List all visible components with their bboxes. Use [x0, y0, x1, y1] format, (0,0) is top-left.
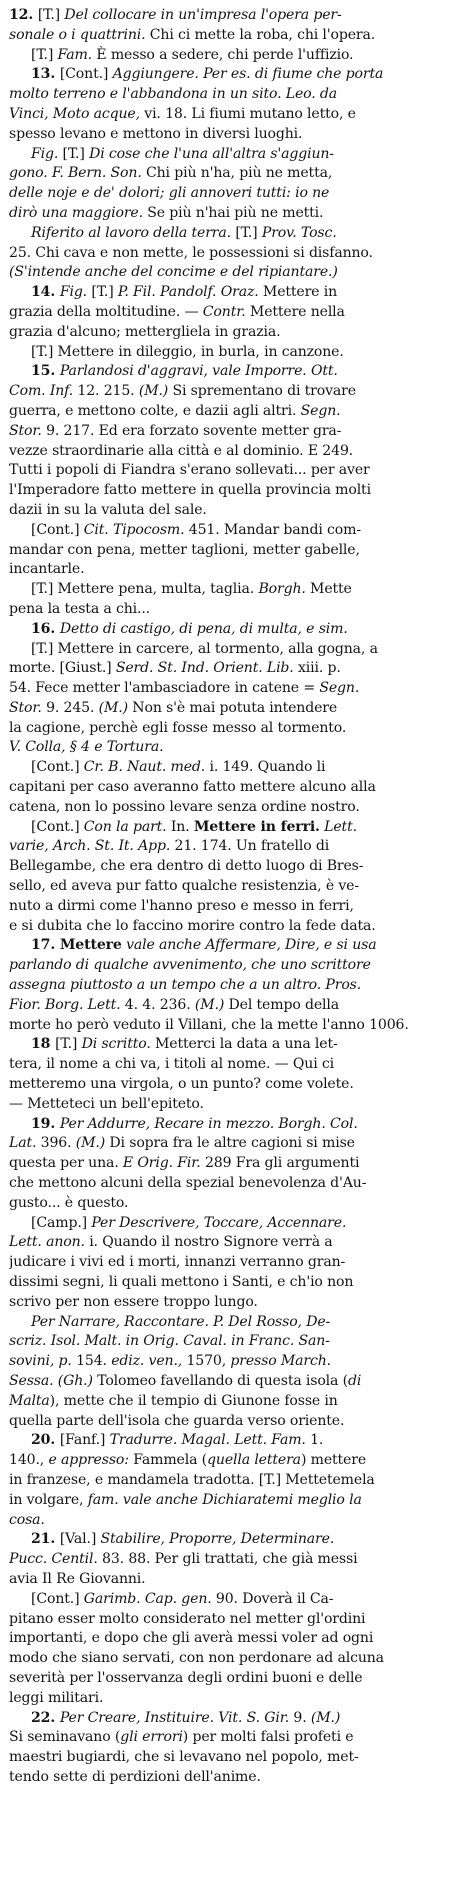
text-run: Bellegambe, che era dentro di detto luogo di Bres- — [9, 858, 364, 875]
text-run: vale anche Affermare, Dire, e si usa — [121, 937, 377, 954]
text-line — [9, 1372, 460, 1392]
text-line — [9, 145, 460, 165]
text-run: È messo a sedere, chi perde l'uffizio. — [92, 46, 354, 63]
text-line — [9, 1669, 460, 1689]
text-run: fam. vale anche Dichiaratemi meglio la — [87, 1491, 362, 1508]
text-run: 17. — [31, 937, 60, 954]
text-run: Segn. — [319, 680, 360, 697]
text-run: 12. 215. — [73, 383, 139, 400]
text-run: Stabilire, Proporre, Determinare. — [100, 1531, 335, 1548]
text-run: Non s'è mai potuta intendere — [127, 699, 338, 716]
text-run: tera, il nome a chi va, i titoli al nome. — Qui ci — [9, 1056, 335, 1073]
text-run: molto terreno e l'abbandona in un sito. Leo. da — [9, 86, 338, 103]
text-run: catena, non lo possino levare senza ordine nostro. — [9, 798, 360, 815]
text-run: e appresso: — [48, 1452, 129, 1469]
text-run: Stor. — [9, 422, 42, 439]
text-run: morte ho però veduto il Villani, che la mette l'anno 1006. — [9, 1016, 409, 1033]
text-run: 451. Mandar bandi com- — [184, 521, 361, 538]
text-run: 19. — [31, 1115, 60, 1132]
text-line — [9, 1550, 460, 1570]
text-run: Con la part. — [83, 818, 167, 835]
text-line — [9, 521, 460, 541]
text-run: questa per una. — [9, 1155, 123, 1172]
text-line — [9, 857, 460, 877]
text-run: che mettono alcuni della spezial benevolenza d'Au- — [9, 1175, 367, 1192]
text-run: Tutti i popoli di Fiandra s'erano sollevati... per aver — [9, 462, 370, 479]
text-run: spesso levano e mettono in diversi luoghi. — [9, 125, 303, 142]
text-line — [9, 1431, 460, 1451]
text-line — [9, 481, 460, 501]
text-run: dissimi segni, li quali mettono i Santi, e ch'io non — [9, 1274, 354, 1290]
text-run: (M.) — [138, 383, 169, 400]
text-run: P. Fil. Pandolf. Oraz. — [117, 284, 259, 301]
text-run: 9. 217. Ed era forzato sovente metter gra- — [41, 422, 342, 439]
text-run: Riferito al lavoro della terra. — [31, 224, 231, 241]
text-line — [9, 1610, 460, 1630]
text-line — [9, 659, 460, 679]
text-run: presso March. — [230, 1353, 332, 1370]
text-run: [T.] — [87, 284, 118, 301]
text-run: nuto a dirmi come l'hanno preso e messo in ferri, — [9, 897, 354, 914]
text-run: Fior. Borg. Lett. — [9, 996, 121, 1013]
text-run: Borgh. — [258, 581, 306, 598]
text-run: Fig. — [59, 284, 88, 301]
text-run: E Orig. Fir. — [122, 1155, 201, 1172]
text-run: Mettere in — [258, 284, 337, 301]
text-run: Si sprementano di trovare — [168, 383, 356, 400]
text-line — [9, 263, 460, 283]
text-line — [9, 1154, 460, 1174]
text-run: incantarle. — [9, 561, 85, 578]
text-line — [9, 1293, 460, 1313]
text-line — [9, 541, 460, 561]
text-run: Si seminavano ( — [9, 1729, 121, 1746]
text-line — [9, 303, 460, 323]
text-line — [9, 1728, 460, 1748]
text-line — [9, 105, 460, 125]
text-run: pitano esser molto considerato nel metter gl'ordini — [9, 1610, 366, 1627]
text-run: ), mette che il tempio di Giunone fosse in — [49, 1392, 338, 1409]
text-run: Di cose che l'una all'altra s'aggiun- — [89, 145, 334, 162]
text-run: tendo sette di perdizioni dell'anime. — [9, 1768, 261, 1785]
text-run: 9. 245. — [41, 699, 99, 716]
text-run: e si dubita che lo faccino morire contro la fede data. — [9, 917, 376, 934]
text-run: varie, Arch. St. It. App. — [9, 838, 171, 855]
text-run: morte. [Giust.] — [9, 660, 116, 677]
text-run: 15. — [31, 363, 60, 380]
text-line — [9, 778, 460, 798]
text-run: Contr. — [202, 303, 246, 320]
text-line — [9, 343, 460, 363]
text-run: avia Il Re Giovanni. — [9, 1570, 146, 1587]
text-line — [9, 620, 460, 640]
text-run: capitani per caso averanno fatto mettere alcuno alla — [9, 779, 376, 796]
text-run: Garimb. Cap. gen. — [83, 1590, 212, 1607]
text-run: Aggiungere. Per es. di fiume che porta — [112, 66, 384, 83]
text-run: metteremo una virgola, o un punto? come volete. — [9, 1076, 354, 1093]
text-run: sovini, p. — [9, 1353, 72, 1370]
text-run: 1570, — [182, 1353, 231, 1370]
text-run: Mettere in ferri. — [193, 818, 320, 835]
text-run: 12. — [9, 7, 38, 23]
text-line — [9, 1174, 460, 1194]
text-run: [Val.] — [59, 1531, 101, 1548]
text-run: 13. — [31, 66, 60, 83]
text-run: Fig. — [31, 145, 59, 162]
text-run: 21. — [31, 1531, 60, 1548]
text-run: 396. — [36, 1135, 76, 1152]
text-run: 54. Fece metter l'ambasciadore in catene = — [9, 680, 320, 697]
text-run: importanti, e dopo che gli averà messi voler ad ogni — [9, 1630, 374, 1647]
text-line — [9, 877, 460, 897]
text-line — [9, 283, 460, 303]
text-run: l'Imperadore fatto mettere in quella provincia molti — [9, 482, 371, 499]
text-run: in franzese, e mandamela tradotta. [T.] Mettetemela — [9, 1471, 375, 1488]
text-line — [9, 125, 460, 145]
text-run: dirò una maggiore. — [9, 204, 143, 221]
text-run: modo che siano servati, con non perdonare ad alcuna — [9, 1650, 384, 1667]
text-run: vezze straordinarie alla città e al dominio. E 249. — [9, 442, 354, 459]
text-run: Metterci la data a una let- — [150, 1036, 338, 1053]
text-run: Di scritto. — [81, 1036, 151, 1053]
text-line — [9, 1253, 460, 1273]
text-run: dazii in su la valuta del sale. — [9, 501, 207, 518]
text-run: grazia della moltitudine. — — [9, 303, 203, 320]
text-line — [9, 1570, 460, 1590]
text-run: i. 149. Quando li — [205, 759, 326, 776]
text-run: [T.] Mettere in carcere, al tormento, alla gogna, a — [31, 640, 378, 657]
text-run: 9. — [289, 1709, 311, 1726]
text-run: [T.] — [37, 7, 65, 23]
text-line — [9, 738, 460, 758]
text-run: maestri bugiardi, che si levavano nel popolo, met- — [9, 1749, 359, 1766]
text-run: 22. — [31, 1709, 60, 1726]
text-run: leggi militari. — [9, 1689, 104, 1706]
text-line — [9, 1332, 460, 1352]
text-run: Fam. — [57, 46, 93, 63]
text-run: vi. 18. Li fiumi mutano letto, e — [139, 105, 356, 122]
text-run: Vinci, Moto acque, — [9, 105, 140, 122]
text-line — [9, 6, 460, 26]
text-line — [9, 1590, 460, 1610]
text-run: Stor. — [9, 699, 42, 716]
text-run: ) per molti falsi profeti e — [182, 1729, 354, 1746]
text-run: Com. Inf. — [9, 383, 74, 400]
text-line — [9, 818, 460, 838]
text-run: Per Creare, Instituire. Vit. S. Gir. — [59, 1709, 290, 1726]
text-run: gli errori — [120, 1729, 183, 1746]
text-line — [9, 422, 460, 442]
text-run: [T.] — [55, 1036, 82, 1053]
text-line — [9, 798, 460, 818]
text-run: delle noje e de' dolori; gli annoveri tutti: io ne — [9, 185, 330, 202]
text-run: [Cont.] — [31, 521, 84, 538]
text-run: Se più n'hai più ne metti. — [142, 204, 324, 221]
text-run: assegna piuttosto a un tempo che a un altro. Pros. — [9, 977, 362, 994]
text-run: quella parte dell'isola che guarda verso oriente. — [9, 1412, 345, 1429]
text-run: [Cont.] — [31, 818, 84, 835]
text-run: In. — [166, 818, 194, 835]
text-run: 4. 4. 236. — [120, 996, 195, 1013]
text-run: [Cont.] — [59, 66, 113, 83]
text-line — [9, 442, 460, 462]
text-run: in volgare, — [9, 1491, 88, 1508]
text-run: (M.) — [98, 699, 128, 716]
text-run: sello, ed aveva pur fatto qualche resistenzia, è ve- — [9, 878, 359, 895]
text-run: Di sopra fra le altre cagioni si mise — [105, 1135, 355, 1152]
text-line — [9, 976, 460, 996]
text-line — [9, 402, 460, 422]
text-line — [9, 1511, 460, 1531]
text-run: pena la testa a chi... — [9, 600, 150, 617]
text-line — [9, 936, 460, 956]
text-run: Tolomeo favellando di questa isola ( — [92, 1372, 348, 1389]
text-line — [9, 244, 460, 264]
text-line — [9, 1530, 460, 1550]
text-line — [9, 1273, 460, 1293]
text-run: 83. 88. Per gli trattati, che già messi — [97, 1551, 358, 1568]
text-run: V. Colla, § 4 e Tortura. — [9, 739, 164, 756]
text-line — [9, 1134, 460, 1154]
text-line — [9, 1055, 460, 1075]
text-run: scrivo per non essere troppo lungo. — [9, 1293, 258, 1310]
text-run: Cr. B. Naut. med. — [83, 759, 206, 776]
text-line — [9, 1491, 460, 1511]
text-run: Mettere — [59, 937, 122, 954]
text-run: (M.) — [310, 1709, 341, 1726]
text-line — [9, 224, 460, 244]
text-run: (M.) — [194, 996, 225, 1013]
text-line — [9, 640, 460, 660]
text-run: quella lettera — [207, 1452, 301, 1469]
text-line — [9, 362, 460, 382]
text-run: Mettere nella — [245, 303, 345, 320]
text-run: ) mettere — [300, 1452, 367, 1469]
text-line — [9, 996, 460, 1016]
text-run: 154. — [71, 1353, 112, 1370]
text-run: sonale o i quattrini. — [9, 26, 146, 43]
text-line — [9, 1194, 460, 1214]
text-run: 289 Fra gli argumenti — [200, 1155, 360, 1172]
text-line — [9, 1352, 460, 1372]
text-run: [Cont.] — [31, 1590, 84, 1607]
text-line — [9, 323, 460, 343]
text-run: ediz. ven., — [111, 1353, 183, 1370]
text-line — [9, 956, 460, 976]
text-run: Fammela ( — [128, 1452, 208, 1469]
text-run: Per Addurre, Recare in mezzo. Borgh. Col. — [59, 1115, 358, 1132]
text-line — [9, 164, 460, 184]
text-run: [Cont.] — [31, 759, 84, 776]
text-line — [9, 1115, 460, 1135]
text-line — [9, 719, 460, 739]
text-line — [9, 65, 460, 85]
text-run: Segn. — [300, 402, 341, 419]
text-run: [T.] Mettere in dileggio, in burla, in canzone. — [31, 343, 344, 360]
text-line — [9, 26, 460, 46]
text-run: judicare i vivi ed i morti, innanzi verranno gran- — [9, 1254, 346, 1271]
text-line — [9, 1649, 460, 1669]
text-line — [9, 837, 460, 857]
text-line — [9, 1214, 460, 1234]
text-run: Pucc. Centil. — [9, 1551, 98, 1568]
text-run: Del tempo della — [224, 996, 340, 1013]
text-line — [9, 1016, 460, 1036]
text-line — [9, 1768, 460, 1788]
text-run: Sessa. (Gh.) — [9, 1372, 93, 1389]
text-run: Detto di castigo, di pena, di multa, e sim. — [59, 620, 348, 637]
text-run: scriz. Isol. Malt. in Orig. Caval. in Franc. San- — [9, 1333, 330, 1350]
text-run: Malta — [9, 1392, 50, 1409]
text-run: Per Descrivere, Toccare, Accennare. — [91, 1214, 347, 1231]
text-line — [9, 85, 460, 105]
text-run: 20. — [31, 1432, 60, 1449]
text-line — [9, 699, 460, 719]
text-run: [T.] Mettere pena, multa, taglia. — [31, 581, 259, 598]
text-run: Lat. — [9, 1135, 37, 1152]
text-line — [9, 758, 460, 778]
text-line — [9, 1035, 460, 1055]
text-run: 21. 174. Un fratello di — [170, 838, 330, 855]
text-line — [9, 897, 460, 917]
text-line — [9, 501, 460, 521]
text-run: parlando di qualche avvenimento, che uno scrittore — [9, 957, 371, 974]
text-line — [9, 382, 460, 402]
text-run: — Metteteci un bell'epiteto. — [9, 1095, 204, 1112]
text-run: Chi ci mette la roba, chi l'opera. — [145, 26, 376, 43]
text-run: Lett. — [324, 818, 357, 835]
text-run: gono. F. Bern. Son. — [9, 165, 142, 182]
text-line — [9, 560, 460, 580]
text-run: i. Quando il nostro Signore verrà a — [84, 1234, 333, 1251]
text-run: [T.] — [58, 145, 90, 162]
text-line — [9, 1392, 460, 1412]
text-run: xiii. p. — [293, 660, 341, 677]
text-run: 1. — [305, 1432, 324, 1449]
text-line — [9, 917, 460, 937]
text-line — [9, 1689, 460, 1709]
text-line — [9, 1748, 460, 1768]
text-run: severità per l'osservanza degli ordini buoni e delle — [9, 1669, 363, 1686]
text-run: Mette — [305, 581, 352, 598]
text-run: gusto... è questo. — [9, 1194, 129, 1211]
text-run: Serd. St. Ind. Orient. Lib. — [115, 660, 294, 677]
text-run: Per Narrare, Raccontare. P. Del Rosso, De- — [31, 1313, 331, 1330]
text-line — [9, 1095, 460, 1115]
text-line — [9, 1451, 460, 1471]
text-run: Prov. Tosc. — [261, 224, 337, 241]
text-run: grazia d'alcuno; mettergliela in grazia. — [9, 323, 281, 340]
text-line — [9, 1709, 460, 1729]
text-run: Lett. anon. — [9, 1234, 85, 1251]
text-run: Parlandosi d'aggravi, vale Imporre. Ott. — [59, 363, 338, 380]
text-run: 18 — [31, 1036, 56, 1053]
text-run: guerra, e mettono colte, e dazii agli altri. — [9, 402, 301, 419]
text-run: 16. — [31, 620, 60, 637]
text-run: (M.) — [75, 1135, 106, 1152]
text-line — [9, 184, 460, 204]
text-run: Del collocare in un'impresa l'opera per- — [64, 7, 342, 23]
text-line — [9, 461, 460, 481]
text-run: 25. Chi cava e non mette, le possessioni si disfanno. — [9, 244, 373, 261]
text-run: [T.] — [230, 224, 262, 241]
text-run: cosa. — [9, 1511, 45, 1528]
text-line — [9, 1629, 460, 1649]
text-run: [Fanf.] — [59, 1432, 110, 1449]
text-run: la cagione, perchè egli fosse messo al tormento. — [9, 719, 347, 736]
text-line — [9, 1313, 460, 1333]
text-line — [9, 1471, 460, 1491]
text-run: Chi più n'ha, più ne metta, — [141, 165, 333, 182]
text-line — [9, 600, 460, 620]
text-run: [Camp.] — [31, 1214, 92, 1231]
text-run: [T.] — [31, 46, 58, 63]
text-line — [9, 1075, 460, 1095]
text-run: Tradurre. Magal. Lett. Fam. — [109, 1432, 306, 1449]
text-run: (S'intende anche del concime e del ripiantare.) — [9, 264, 338, 281]
text-line — [9, 679, 460, 699]
text-line — [9, 1412, 460, 1432]
text-run: mandar con pena, metter taglioni, metter gabelle, — [9, 541, 360, 558]
text-line — [9, 1233, 460, 1253]
text-run: 14. — [31, 284, 60, 301]
text-line — [9, 46, 460, 66]
text-line — [9, 204, 460, 224]
text-run: 140., — [9, 1452, 49, 1469]
text-line — [9, 580, 460, 600]
text-run: Cit. Tipocosm. — [83, 521, 185, 538]
text-run: di — [347, 1372, 362, 1389]
text-run: 90. Doverà il Ca- — [211, 1590, 334, 1607]
